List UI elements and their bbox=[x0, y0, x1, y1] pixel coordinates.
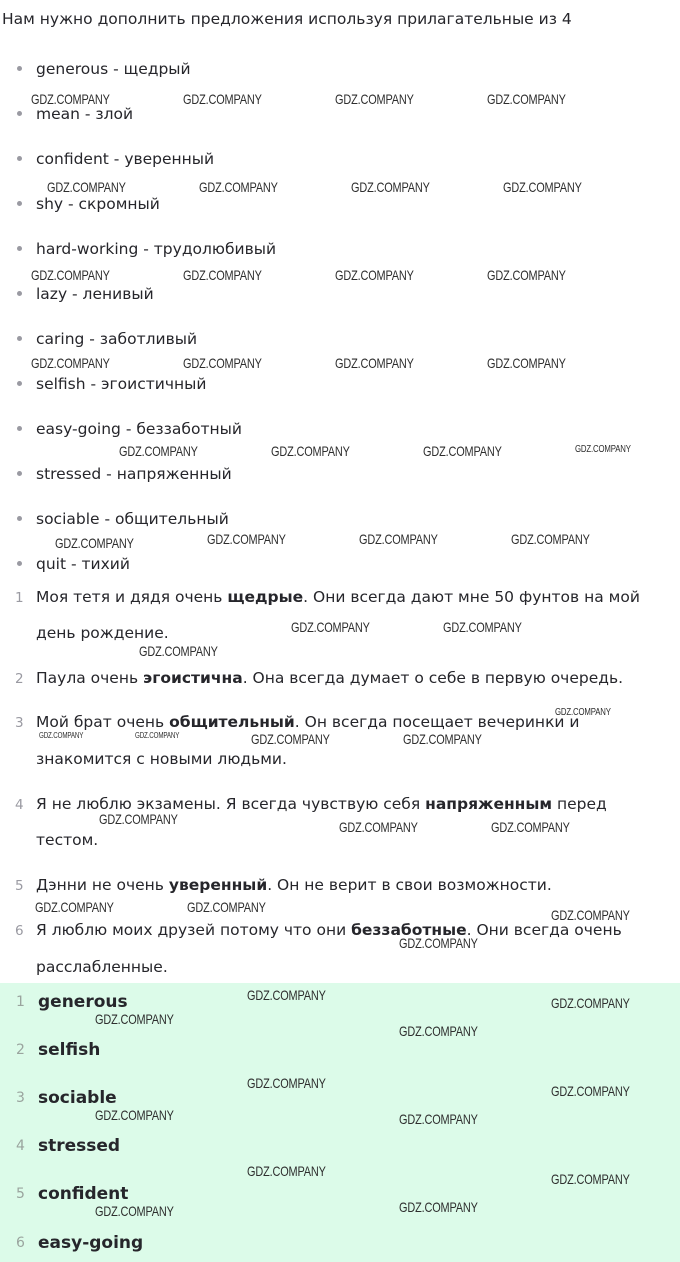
vocab-text: lazy - ленивый bbox=[36, 285, 154, 303]
exercise-text: Я люблю моих друзей потому что они bbox=[36, 921, 352, 939]
exercise-text: . Она всегда думает о себе в первую очередь. bbox=[242, 669, 624, 687]
vocab-text: caring - заботливый bbox=[36, 330, 198, 348]
answer-number: 6 bbox=[16, 1235, 25, 1251]
answer-word: generous bbox=[38, 992, 128, 1012]
exercise-number: 2 bbox=[15, 671, 24, 687]
exercise-text: Мой брат очень bbox=[36, 713, 170, 731]
exercise-line-1 bbox=[36, 713, 580, 731]
watermark: GDZ.COMPANY bbox=[139, 643, 218, 659]
watermark: GDZ.COMPANY bbox=[39, 731, 84, 740]
vocab-text: shy - скромный bbox=[36, 195, 160, 213]
exercise-text: Паула очень bbox=[36, 669, 144, 687]
watermark: GDZ.COMPANY bbox=[359, 531, 438, 547]
exercise-text: Я не люблю экзамены. Я всегда чувствую себя bbox=[36, 795, 426, 813]
watermark: GDZ.COMPANY bbox=[443, 619, 522, 635]
watermark: GDZ.COMPANY bbox=[207, 531, 286, 547]
bullet-icon bbox=[17, 111, 22, 116]
watermark: GDZ.COMPANY bbox=[335, 355, 414, 371]
exercise-text: . Они всегда очень bbox=[466, 921, 622, 939]
watermark: GDZ.COMPANY bbox=[335, 91, 414, 107]
exercise-text: Моя тетя и дядя очень bbox=[36, 588, 228, 606]
watermark: GDZ.COMPANY bbox=[291, 619, 370, 635]
watermark: GDZ.COMPANY bbox=[95, 1107, 174, 1123]
watermark: GDZ.COMPANY bbox=[487, 91, 566, 107]
exercise-line-2: тестом. bbox=[36, 831, 99, 849]
vocab-text: sociable - общительный bbox=[36, 510, 229, 528]
watermark: GDZ.COMPANY bbox=[335, 267, 414, 283]
exercise-text: . Он всегда посещает вечеринки и bbox=[294, 713, 580, 731]
exercise-text: перед bbox=[552, 795, 607, 813]
watermark: GDZ.COMPANY bbox=[351, 179, 430, 195]
watermark: GDZ.COMPANY bbox=[183, 91, 262, 107]
exercise-answer: уверенный bbox=[168, 876, 268, 894]
watermark: GDZ.COMPANY bbox=[31, 91, 110, 107]
watermark: GDZ.COMPANY bbox=[491, 819, 570, 835]
watermark: GDZ.COMPANY bbox=[503, 179, 582, 195]
bullet-icon bbox=[17, 516, 22, 521]
watermark: GDZ.COMPANY bbox=[551, 1171, 630, 1187]
bullet-icon bbox=[17, 66, 22, 71]
answer-number: 4 bbox=[16, 1138, 25, 1154]
watermark: GDZ.COMPANY bbox=[99, 811, 178, 827]
answer-word: confident bbox=[38, 1184, 129, 1204]
watermark: GDZ.COMPANY bbox=[31, 355, 110, 371]
watermark: GDZ.COMPANY bbox=[399, 1023, 478, 1039]
exercise-number: 4 bbox=[15, 797, 24, 813]
watermark: GDZ.COMPANY bbox=[247, 1075, 326, 1091]
watermark: GDZ.COMPANY bbox=[511, 531, 590, 547]
vocab-text: confident - уверенный bbox=[36, 150, 215, 168]
answer-row bbox=[0, 1036, 680, 1066]
answer-number: 5 bbox=[16, 1186, 25, 1202]
watermark: GDZ.COMPANY bbox=[575, 444, 631, 455]
bullet-icon bbox=[17, 246, 22, 251]
watermark: GDZ.COMPANY bbox=[403, 731, 482, 747]
answer-number: 1 bbox=[16, 994, 25, 1010]
exercise-number: 5 bbox=[15, 878, 24, 894]
vocab-text: mean - злой bbox=[36, 105, 134, 123]
bullet-icon bbox=[17, 561, 22, 566]
exercise-number: 3 bbox=[15, 715, 24, 731]
watermark: GDZ.COMPANY bbox=[135, 731, 180, 740]
answer-word: stressed bbox=[38, 1136, 121, 1156]
exercise-line-1 bbox=[36, 921, 622, 939]
bullet-icon bbox=[17, 336, 22, 341]
exercise-text: Дэнни не очень bbox=[36, 876, 169, 894]
exercise-text: . Они всегда дают мне 50 фунтов на мой bbox=[303, 588, 640, 606]
exercise-line-1 bbox=[36, 669, 623, 687]
watermark: GDZ.COMPANY bbox=[551, 995, 630, 1011]
watermark: GDZ.COMPANY bbox=[399, 1111, 478, 1127]
watermark: GDZ.COMPANY bbox=[551, 907, 630, 923]
watermark: GDZ.COMPANY bbox=[551, 1083, 630, 1099]
watermark: GDZ.COMPANY bbox=[35, 899, 114, 915]
exercise-number: 1 bbox=[15, 590, 24, 606]
exercise-answer: эгоистична bbox=[143, 669, 243, 687]
watermark: GDZ.COMPANY bbox=[487, 355, 566, 371]
exercise-number: 6 bbox=[15, 923, 24, 939]
exercise-line-2: знакомится с новыми людьми. bbox=[36, 750, 287, 768]
watermark: GDZ.COMPANY bbox=[47, 179, 126, 195]
task-title: Нам нужно дополнить предложения используя прилагательные из 4 bbox=[2, 10, 572, 28]
watermark: GDZ.COMPANY bbox=[119, 443, 198, 459]
exercise-line-2: день рождение. bbox=[36, 624, 169, 642]
vocab-text: selfish - эгоистичный bbox=[36, 375, 207, 393]
watermark: GDZ.COMPANY bbox=[95, 1203, 174, 1219]
vocab-text: generous - щедрый bbox=[36, 60, 191, 78]
watermark: GDZ.COMPANY bbox=[31, 267, 110, 283]
bullet-icon bbox=[17, 156, 22, 161]
answer-word: selfish bbox=[38, 1040, 101, 1060]
exercise-line-1 bbox=[36, 876, 552, 894]
exercise-line-2: расслабленные. bbox=[36, 958, 168, 976]
answer-word: sociable bbox=[38, 1088, 117, 1108]
watermark: GDZ.COMPANY bbox=[247, 987, 326, 1003]
watermark: GDZ.COMPANY bbox=[555, 707, 611, 718]
exercise-answer: общительный bbox=[169, 713, 295, 731]
answer-word: easy-going bbox=[38, 1233, 144, 1253]
watermark: GDZ.COMPANY bbox=[339, 819, 418, 835]
bullet-icon bbox=[17, 291, 22, 296]
watermark: GDZ.COMPANY bbox=[399, 1199, 478, 1215]
answer-number: 2 bbox=[16, 1042, 25, 1058]
bullet-icon bbox=[17, 471, 22, 476]
watermark: GDZ.COMPANY bbox=[423, 443, 502, 459]
watermark: GDZ.COMPANY bbox=[95, 1011, 174, 1027]
watermark: GDZ.COMPANY bbox=[55, 535, 134, 551]
watermark: GDZ.COMPANY bbox=[183, 267, 262, 283]
bullet-icon bbox=[17, 426, 22, 431]
answer-number: 3 bbox=[16, 1090, 25, 1106]
bullet-icon bbox=[17, 381, 22, 386]
vocab-text: quit - тихий bbox=[36, 555, 130, 573]
exercise-text: . Он не верит в свои возможности. bbox=[267, 876, 552, 894]
watermark: GDZ.COMPANY bbox=[199, 179, 278, 195]
watermark: GDZ.COMPANY bbox=[187, 899, 266, 915]
answer-row bbox=[0, 1132, 680, 1162]
exercise-answer: беззаботные bbox=[351, 921, 467, 939]
exercise-answer: щедрые bbox=[227, 588, 304, 606]
vocab-text: hard-working - трудолюбивый bbox=[36, 240, 277, 258]
vocab-text: stressed - напряженный bbox=[36, 465, 232, 483]
watermark: GDZ.COMPANY bbox=[487, 267, 566, 283]
watermark: GDZ.COMPANY bbox=[251, 731, 330, 747]
answer-row bbox=[0, 1229, 680, 1259]
watermark: GDZ.COMPANY bbox=[271, 443, 350, 459]
watermark: GDZ.COMPANY bbox=[183, 355, 262, 371]
watermark: GDZ.COMPANY bbox=[247, 1163, 326, 1179]
exercise-line-1 bbox=[36, 588, 640, 606]
bullet-icon bbox=[17, 201, 22, 206]
exercise-answer: напряженным bbox=[425, 795, 553, 813]
watermark: GDZ.COMPANY bbox=[399, 935, 478, 951]
vocab-text: easy-going - беззаботный bbox=[36, 420, 242, 438]
